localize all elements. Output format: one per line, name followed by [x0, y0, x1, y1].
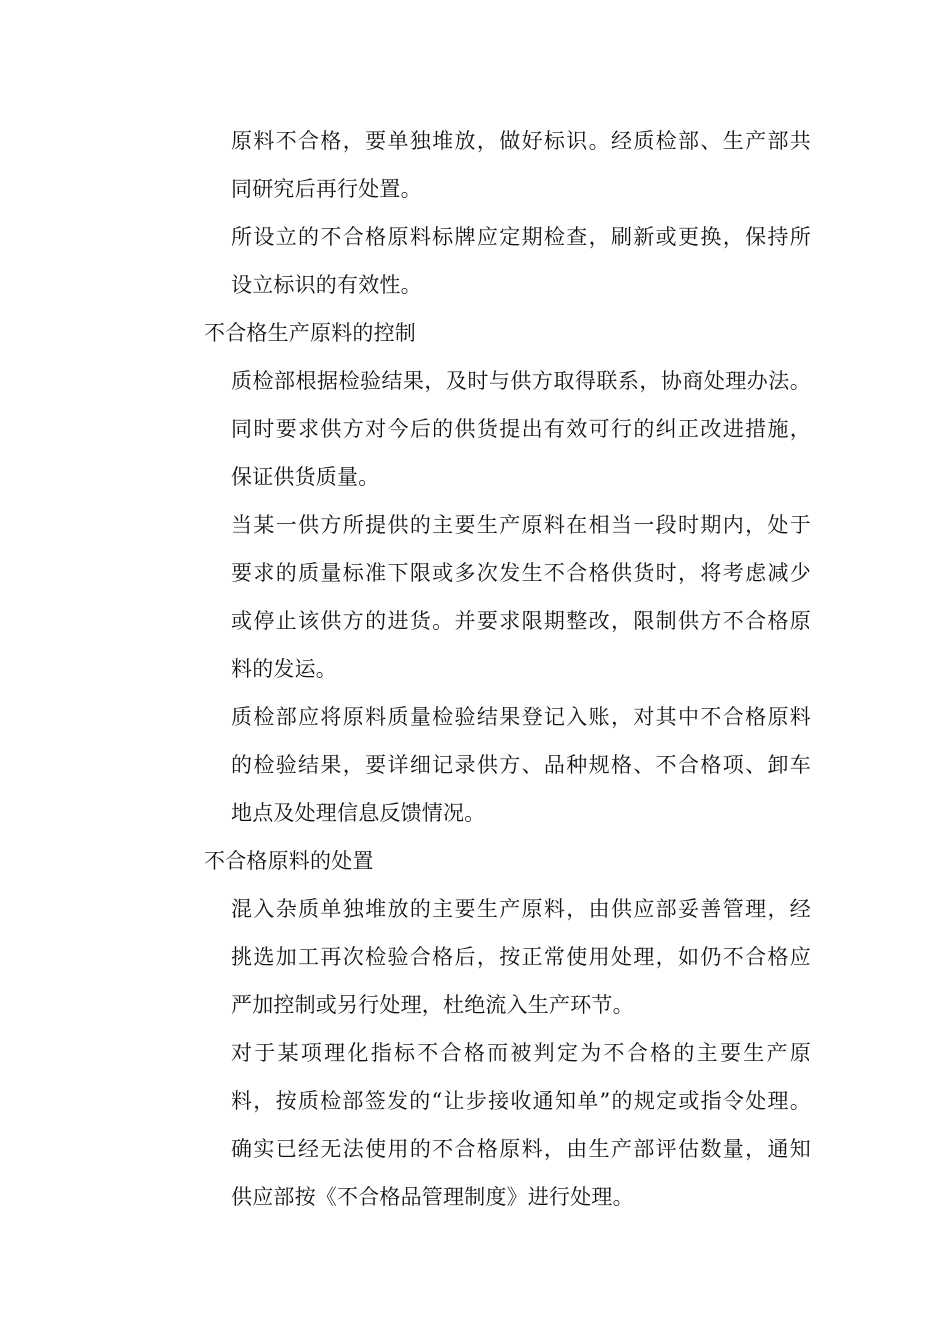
- paragraph-line: 保证供货质量。: [231, 465, 380, 489]
- paragraph-line: 质检部应将原料质量检验结果登记入账，对其中不合格原料: [231, 705, 811, 729]
- paragraph-line: 挑选加工再次检验合格后，按正常使用处理，如仍不合格应: [231, 945, 811, 969]
- paragraph-line: 料的发运。: [231, 657, 337, 681]
- paragraph-line: 质检部根据检验结果，及时与供方取得联系，协商处理办法。: [231, 369, 811, 393]
- paragraph-line: 严加控制或另行处理，杜绝流入生产环节。: [231, 993, 634, 1017]
- paragraph-line: 对于某项理化指标不合格而被判定为不合格的主要生产原: [231, 1041, 811, 1065]
- paragraph-line: 或停止该供方的进货。并要求限期整改，限制供方不合格原: [231, 609, 811, 633]
- paragraph-line: 的检验结果，要详细记录供方、品种规格、不合格项、卸车: [231, 753, 811, 777]
- section-heading: 不合格生产原料的控制: [204, 321, 416, 345]
- section-heading: 不合格原料的处置: [204, 849, 374, 873]
- paragraph-line: 所设立的不合格原料标牌应定期检查，刷新或更换，保持所: [231, 225, 811, 249]
- paragraph-line: 混入杂质单独堆放的主要生产原料，由供应部妥善管理，经: [231, 897, 811, 921]
- paragraph-line: 同时要求供方对今后的供货提出有效可行的纠正改进措施，: [231, 417, 811, 441]
- paragraph-line: 设立标识的有效性。: [231, 273, 422, 297]
- paragraph-line: 确实已经无法使用的不合格原料，由生产部评估数量，通知: [231, 1137, 811, 1161]
- paragraph-line: 原料不合格，要单独堆放，做好标识。经质检部、生产部共: [231, 129, 811, 153]
- paragraph-line: 要求的质量标准下限或多次发生不合格供货时，将考虑减少: [231, 561, 811, 585]
- paragraph-line: 当某一供方所提供的主要生产原料在相当一段时期内，处于: [231, 513, 811, 537]
- paragraph-line: 地点及处理信息反馈情况。: [231, 801, 486, 825]
- paragraph-line: 供应部按《不合格品管理制度》进行处理。: [231, 1185, 634, 1209]
- paragraph-line: 同研究后再行处置。: [231, 177, 422, 201]
- paragraph-line: 料，按质检部签发的“让步接收通知单”的规定或指令处理。: [231, 1089, 811, 1113]
